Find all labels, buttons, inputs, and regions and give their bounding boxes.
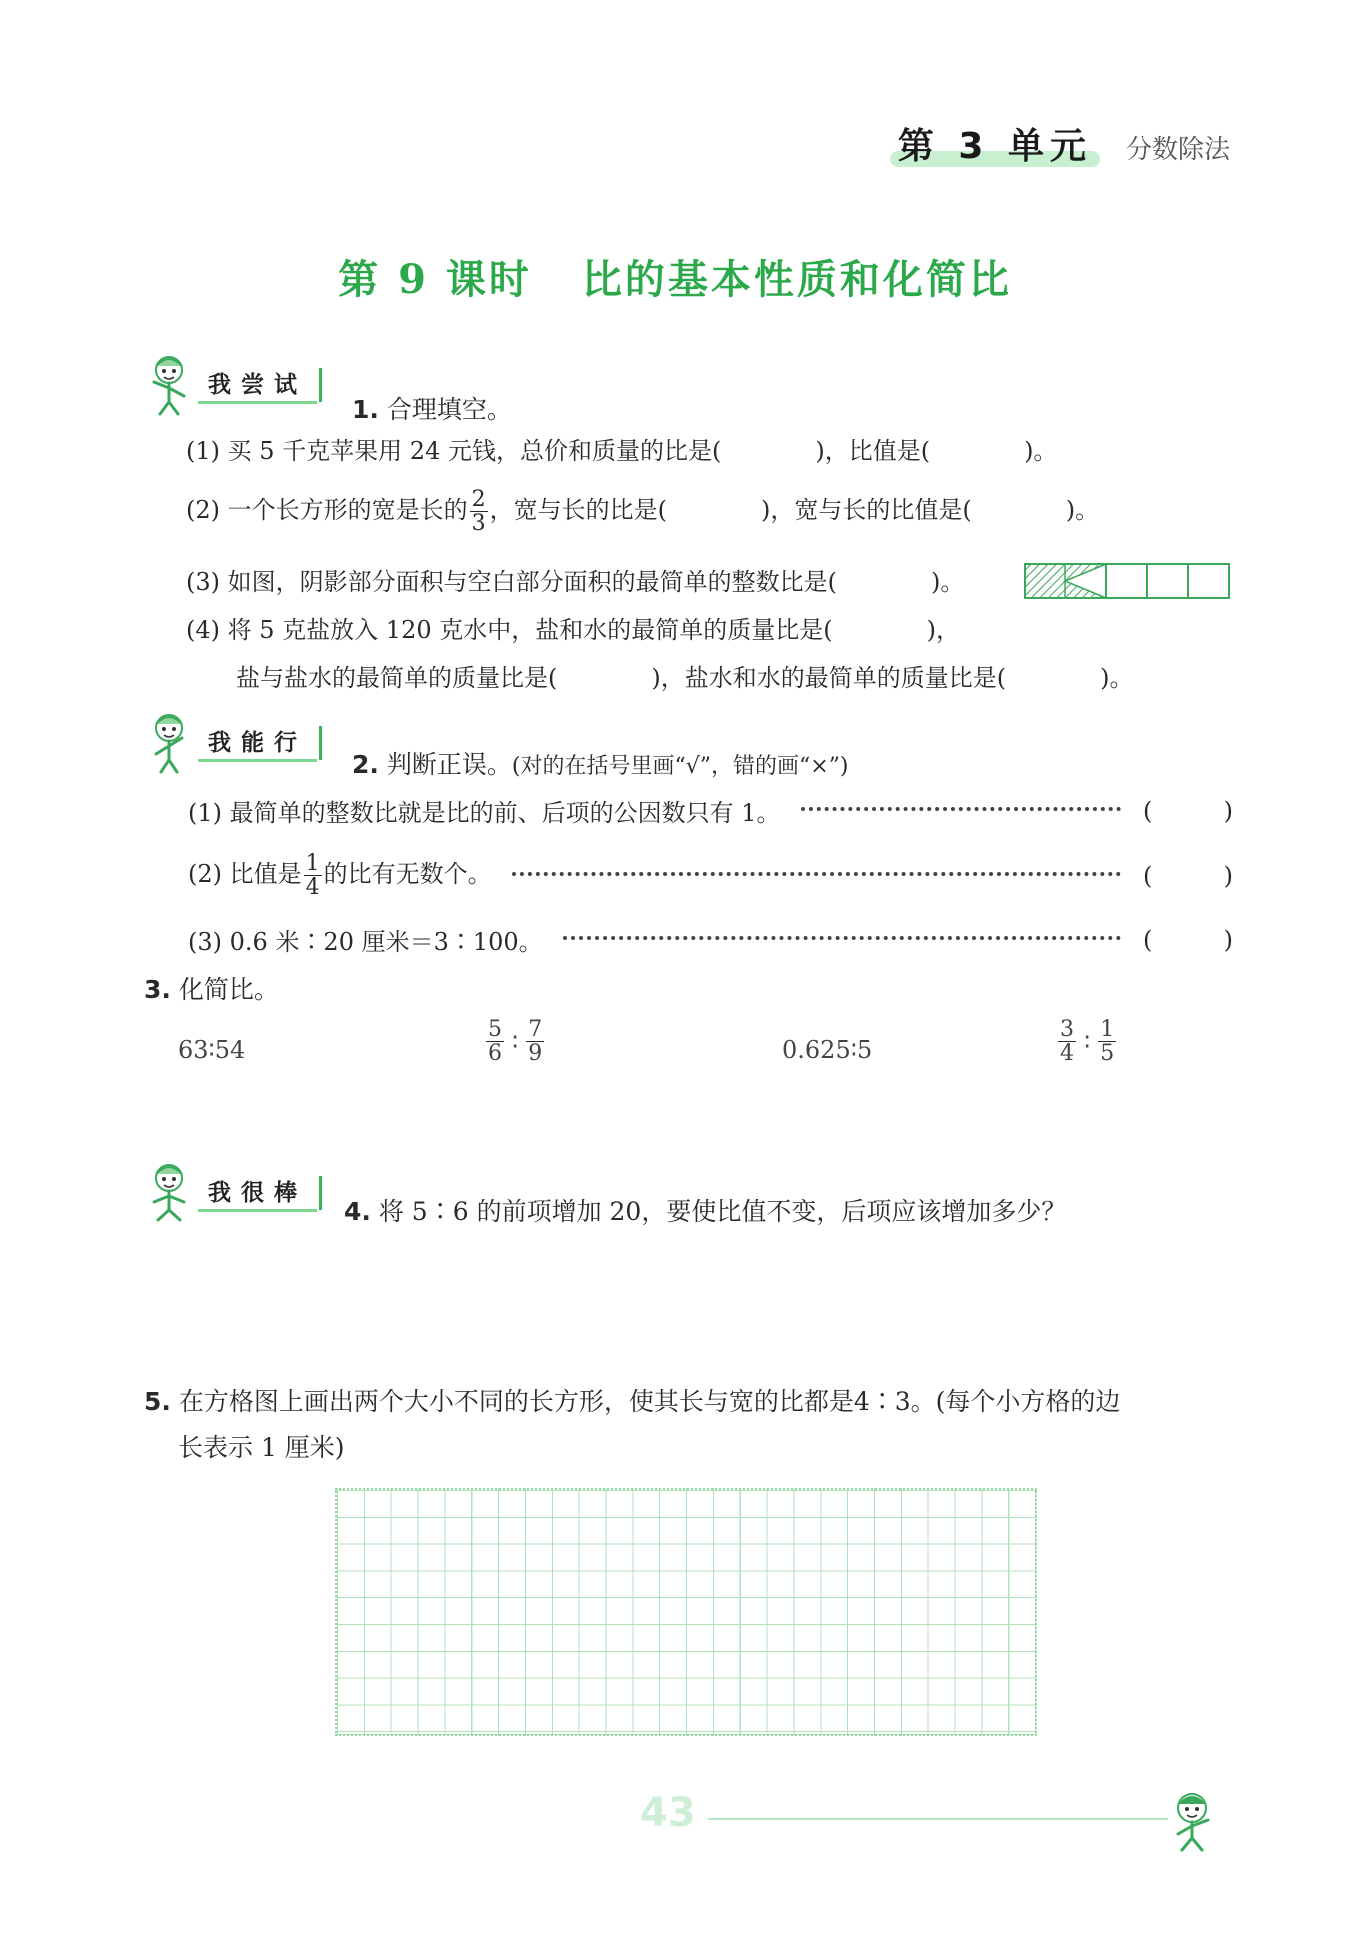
fraction-numerator: 3 bbox=[1060, 1017, 1074, 1042]
item-text: 最简单的整数比就是比的前、后项的公因数只有 1。 bbox=[229, 799, 781, 827]
fraction-denominator: 9 bbox=[528, 1041, 543, 1067]
lesson-title bbox=[0, 248, 1350, 305]
q2-item-1 bbox=[188, 793, 1233, 828]
bracket-open: ( bbox=[1143, 925, 1153, 954]
section-badge-can bbox=[144, 710, 322, 776]
item-label: (3) bbox=[188, 928, 222, 956]
section-badge-try bbox=[144, 352, 322, 418]
q2-note: (对的在括号里画“√”，错的画“×”) bbox=[511, 754, 849, 779]
ratio-expression bbox=[1056, 1018, 1118, 1065]
answer-bracket[interactable] bbox=[1143, 862, 1233, 890]
page-number: 43 bbox=[640, 1790, 696, 1836]
dot-leader bbox=[563, 936, 1121, 940]
fraction bbox=[304, 852, 322, 899]
fraction bbox=[1058, 1018, 1076, 1065]
item-text: )。 bbox=[1024, 437, 1058, 465]
fraction-numerator: 7 bbox=[528, 1017, 543, 1042]
section-divider bbox=[319, 368, 322, 402]
item-text: 一个长方形的宽是长的 bbox=[227, 496, 468, 525]
q2-item-2 bbox=[188, 852, 1233, 899]
bracket-close: ) bbox=[1223, 861, 1233, 890]
item-text: 比值是 bbox=[229, 860, 302, 889]
fraction-denominator: 4 bbox=[1060, 1041, 1074, 1067]
bracket-open: ( bbox=[1143, 861, 1153, 890]
fraction-denominator: 3 bbox=[471, 511, 486, 537]
fraction bbox=[486, 1018, 504, 1065]
fraction-denominator: 6 bbox=[488, 1041, 502, 1067]
fraction bbox=[1098, 1018, 1116, 1065]
item-label: (1) bbox=[188, 799, 222, 827]
item-text: 如图，阴影部分面积与空白部分面积的最简单的整数比是( bbox=[227, 568, 838, 596]
q5-heading bbox=[144, 1382, 1120, 1418]
expression-text: 63∶54 bbox=[178, 1036, 246, 1064]
q3-heading bbox=[144, 970, 279, 1006]
item-text: )，宽与长的比值是( bbox=[761, 496, 972, 525]
item-label: (1) bbox=[186, 437, 220, 465]
ratio-expression bbox=[782, 1036, 872, 1064]
q5-text: 在方格图上画出两个大小不同的长方形，使其长与宽的比都是4∶3。(每个小方格的边 bbox=[178, 1387, 1121, 1416]
fraction bbox=[526, 1018, 544, 1065]
answer-bracket[interactable] bbox=[1143, 926, 1233, 954]
q3-title: 化简比。 bbox=[178, 975, 279, 1004]
bracket-close: ) bbox=[1223, 925, 1233, 954]
fraction-numerator: 2 bbox=[471, 487, 486, 512]
q4-heading bbox=[344, 1192, 1066, 1228]
item-label: (4) bbox=[186, 616, 220, 644]
fraction-numerator: 1 bbox=[1100, 1017, 1115, 1042]
q1-heading bbox=[352, 390, 512, 426]
answer-bracket[interactable] bbox=[1143, 797, 1233, 825]
item-text: )。 bbox=[931, 568, 965, 596]
section-label: 我很棒 bbox=[198, 1174, 317, 1212]
lesson-name: 比的基本性质和化简比 bbox=[581, 256, 1012, 303]
item-text: )。 bbox=[1100, 664, 1134, 692]
ratio-colon: ∶ bbox=[512, 1027, 519, 1056]
dot-leader bbox=[512, 872, 1121, 876]
section-label: 我能行 bbox=[198, 724, 317, 762]
item-label: (2) bbox=[186, 496, 220, 525]
section-label: 我尝试 bbox=[198, 366, 317, 404]
q2-title: 判断正误。 bbox=[386, 750, 512, 779]
fraction-denominator: 5 bbox=[1100, 1041, 1115, 1067]
q1-title: 合理填空。 bbox=[386, 395, 512, 424]
ratio-expression bbox=[484, 1018, 546, 1065]
mascot-footer-icon bbox=[1160, 1786, 1230, 1856]
q2-heading bbox=[352, 745, 848, 781]
mascot-icon bbox=[144, 710, 194, 776]
mascot-icon bbox=[144, 1160, 194, 1226]
item-text: 的比有无数个。 bbox=[323, 860, 492, 889]
q1-item-4 bbox=[186, 618, 960, 642]
q4-text: 将 5∶6 的前项增加 20，要使比值不变，后项应该增加多少？ bbox=[378, 1197, 1067, 1226]
ratio-expression bbox=[178, 1036, 245, 1064]
q3-number: 3. bbox=[144, 975, 171, 1004]
unit-title-text: 第 3 单元 bbox=[897, 126, 1092, 167]
unit-title bbox=[890, 118, 1100, 169]
item-text: )，比值是( bbox=[815, 437, 931, 465]
q2-number: 2. bbox=[352, 750, 379, 779]
bracket-close: ) bbox=[1223, 796, 1233, 825]
q5-number: 5. bbox=[144, 1387, 171, 1416]
expression-text: 0.625∶5 bbox=[782, 1036, 873, 1064]
item-text: 盐与盐水的最简单的质量比是( bbox=[236, 664, 558, 692]
q2-item-3 bbox=[188, 922, 1233, 957]
item-text: 0.6 米∶20 厘米＝3∶100。 bbox=[229, 928, 543, 956]
item-text: ，宽与长的比是( bbox=[489, 496, 668, 525]
q1-item-2 bbox=[186, 488, 1099, 535]
fraction-numerator: 1 bbox=[305, 851, 320, 876]
q4-number: 4. bbox=[344, 1197, 371, 1226]
q1-item-1 bbox=[186, 439, 1057, 463]
q1-item-3 bbox=[186, 570, 964, 594]
q1-item-4-cont bbox=[236, 666, 1133, 690]
footer-line bbox=[708, 1818, 1168, 1820]
unit-header bbox=[890, 118, 1230, 169]
fraction-numerator: 5 bbox=[488, 1017, 502, 1042]
fraction-denominator: 4 bbox=[305, 875, 320, 901]
section-divider bbox=[319, 1176, 322, 1210]
item-text: )， bbox=[926, 616, 960, 644]
ratio-colon: ∶ bbox=[1084, 1027, 1091, 1056]
q5-text-cont: 长表示 1 厘米) bbox=[178, 1433, 345, 1462]
mascot-icon bbox=[144, 352, 194, 418]
item-label: (3) bbox=[186, 568, 220, 596]
drawing-grid[interactable] bbox=[335, 1488, 1037, 1736]
fraction bbox=[470, 488, 488, 535]
lesson-number: 第 9 课时 bbox=[338, 256, 532, 303]
section-badge-great bbox=[144, 1160, 322, 1226]
unit-topic: 分数除法 bbox=[1125, 135, 1230, 165]
bracket-open: ( bbox=[1143, 796, 1153, 825]
item-label: (2) bbox=[188, 860, 222, 889]
section-divider bbox=[319, 726, 322, 760]
item-text: 将 5 克盐放入 120 克水中，盐和水的最简单的质量比是( bbox=[227, 616, 833, 644]
dot-leader bbox=[801, 807, 1121, 811]
item-text: 买 5 千克苹果用 24 元钱，总价和质量的比是( bbox=[227, 437, 722, 465]
item-text: )。 bbox=[1065, 496, 1100, 525]
q1-number: 1. bbox=[352, 395, 379, 424]
item-text: )，盐水和水的最简单的质量比是( bbox=[651, 664, 1007, 692]
shaded-rectangle-figure bbox=[1024, 562, 1234, 602]
